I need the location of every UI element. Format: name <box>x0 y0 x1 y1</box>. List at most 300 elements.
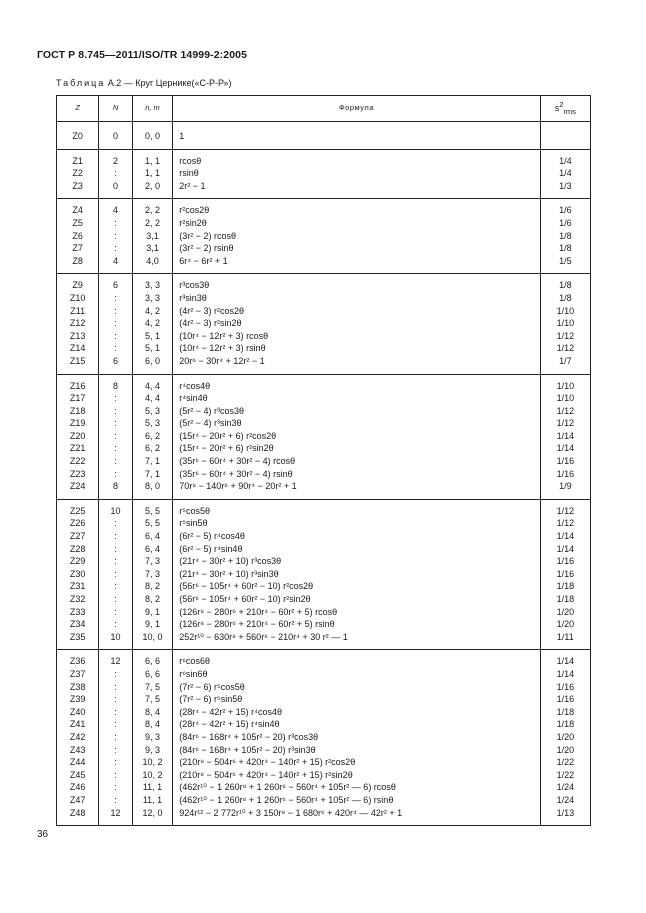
srms-value: 1/12 <box>556 418 575 429</box>
formula-value: (3r² − 2) rcosθ <box>179 230 236 241</box>
srms-value: 1/20 <box>556 744 575 755</box>
n-value: : <box>114 430 117 441</box>
srms-value: 1/16 <box>556 568 575 579</box>
z-value: Z48 <box>69 807 86 818</box>
formula-value: (5r² − 4) r³cos3θ <box>179 405 245 416</box>
srms-cell <box>540 274 590 374</box>
srms-value: 1/12 <box>556 405 575 416</box>
n-cell <box>99 274 132 374</box>
n-value: 4 <box>113 205 119 216</box>
formula-value: r²sin2θ <box>179 217 207 228</box>
formula-value: (10r⁴ − 12r² + 3) rcosθ <box>179 330 269 341</box>
n-cell <box>99 149 132 199</box>
srms-value: 1/6 <box>559 217 572 228</box>
n-value: : <box>114 543 117 554</box>
srms-value: 1/11 <box>556 631 574 642</box>
formula-cell <box>173 199 540 274</box>
formula-value: r³sin3θ <box>179 292 207 303</box>
z-cell <box>57 499 99 650</box>
srms-cell <box>540 199 590 274</box>
n-cell <box>99 125 132 149</box>
n-cell <box>99 199 132 274</box>
z-value: Z34 <box>69 619 86 630</box>
n-value: : <box>114 782 117 793</box>
nm-value: 9, 1 <box>144 606 160 617</box>
srms-value: 1/20 <box>556 619 575 630</box>
srms-value: 1/10 <box>556 393 575 404</box>
srms-value: 1/14 <box>556 543 575 554</box>
table-row <box>57 125 591 149</box>
n-value: : <box>114 456 117 467</box>
z-value: Z9 <box>72 280 83 291</box>
n-value: : <box>114 468 117 479</box>
srms-value: 1/12 <box>556 343 575 354</box>
n-value: : <box>114 694 117 705</box>
z-value: Z12 <box>69 318 86 329</box>
n-value: : <box>114 168 117 179</box>
nm-cell <box>132 650 172 826</box>
nm-value: 6, 4 <box>144 543 160 554</box>
formula-value: (210r⁸ − 504r⁶ + 420r⁴ − 140r² + 15) r²cos2θ <box>179 757 356 768</box>
z-value: Z36 <box>69 656 86 667</box>
formula-cell <box>173 149 540 199</box>
table-row <box>57 199 591 274</box>
srms-cell <box>540 149 590 199</box>
n-value: 8 <box>113 481 119 492</box>
header-n: N <box>99 96 132 122</box>
caption-label: Таблица <box>56 78 106 88</box>
srms-value: 1/16 <box>556 694 575 705</box>
nm-value: 9, 1 <box>144 619 160 630</box>
n-cell <box>99 499 132 650</box>
z-value: Z17 <box>69 393 86 404</box>
z-value: Z0 <box>72 131 83 141</box>
z-value: Z44 <box>69 757 86 768</box>
nm-value: 11, 1 <box>142 794 163 805</box>
nm-value: 8, 2 <box>144 581 160 592</box>
n-value: : <box>114 217 117 228</box>
n-value: : <box>114 405 117 416</box>
srms-value: 1/12 <box>556 330 575 341</box>
n-value: : <box>114 681 117 692</box>
n-value: : <box>114 668 117 679</box>
nm-value: 7, 1 <box>144 468 160 479</box>
z-value: Z38 <box>69 681 86 692</box>
formula-value: (5r² − 4) r³sin3θ <box>179 418 242 429</box>
n-value: : <box>114 292 117 303</box>
nm-value: 9, 3 <box>144 731 160 742</box>
nm-value: 12, 0 <box>142 807 163 818</box>
nm-value: 10, 0 <box>142 631 163 642</box>
z-value: Z8 <box>72 255 83 266</box>
srms-value: 1/7 <box>559 355 572 366</box>
nm-value: 7, 3 <box>144 568 160 579</box>
z-value: Z19 <box>69 418 86 429</box>
formula-value: 924r¹² − 2 772r¹⁰ + 3 150r⁸ − 1 680r⁶ + 420r⁴ — 42r² + 1 <box>179 807 403 818</box>
z-value: Z10 <box>69 292 86 303</box>
formula-value: 252r¹⁰ − 630r⁸ + 560r⁶ − 210r⁴ + 30 r² — 1 <box>179 631 348 642</box>
srms-cell <box>540 374 590 499</box>
table-row <box>57 149 591 199</box>
n-value: : <box>114 619 117 630</box>
nm-value: 5, 5 <box>144 505 160 516</box>
n-value: : <box>114 606 117 617</box>
z-value: Z27 <box>69 531 86 542</box>
formula-value: r²cos2θ <box>179 205 210 216</box>
z-value: Z7 <box>72 243 83 254</box>
n-value: : <box>114 706 117 717</box>
nm-cell <box>132 374 172 499</box>
n-value: 10 <box>110 505 121 516</box>
z-value: Z21 <box>69 443 86 454</box>
nm-cell <box>132 199 172 274</box>
nm-value: 7, 5 <box>144 694 160 705</box>
table-group <box>57 274 591 374</box>
z-value: Z26 <box>69 518 86 529</box>
table-group <box>57 199 591 274</box>
n-value: 6 <box>113 280 119 291</box>
n-value: : <box>114 757 117 768</box>
z-value: Z43 <box>69 744 86 755</box>
srms-value: 1/16 <box>556 556 575 567</box>
nm-value: 4,0 <box>146 255 159 266</box>
srms-value: 1/14 <box>556 656 575 667</box>
formula-value: (56r⁶ − 105r⁴ + 60r² − 10) r²sin2θ <box>179 594 311 604</box>
formula-value: 6r⁴ − 6r² + 1 <box>179 255 228 266</box>
formula-value: 1 <box>179 131 185 141</box>
srms-value: 1/18 <box>556 581 575 592</box>
n-value: : <box>114 556 117 567</box>
formula-value: (56r⁶ − 105r⁴ + 60r² − 10) r²cos2θ <box>179 581 314 592</box>
srms-value: 1/20 <box>556 606 575 617</box>
z-value: Z35 <box>69 631 86 642</box>
nm-value: 1, 1 <box>144 168 160 179</box>
formula-value: 20r⁶ − 30r⁴ + 12r² − 1 <box>179 355 265 366</box>
n-value: 10 <box>110 631 121 642</box>
srms-value: 1/22 <box>556 769 575 780</box>
formula-value: (84r⁶ − 168r⁴ + 105r² − 20) r³sin3θ <box>179 744 316 755</box>
z-value: Z4 <box>72 205 83 216</box>
srms-value: 1/22 <box>556 757 575 768</box>
n-value: : <box>114 343 117 354</box>
srms-value <box>541 130 590 143</box>
table-group <box>57 125 591 149</box>
srms-value: 1/16 <box>556 468 575 479</box>
z-value: Z33 <box>69 606 86 617</box>
formula-value: (462r¹⁰ − 1 260r⁸ + 1 260r⁶ − 560r⁴ + 105r² — 6) rsinθ <box>179 794 394 805</box>
formula-value: r⁵sin5θ <box>179 518 208 529</box>
formula-value: (15r⁴ − 20r² + 6) r²sin2θ <box>179 443 274 454</box>
n-cell <box>99 650 132 826</box>
z-cell <box>57 274 99 374</box>
srms-value: 1/4 <box>559 155 572 166</box>
z-value: Z11 <box>70 305 86 316</box>
nm-value: 7, 5 <box>144 681 160 692</box>
nm-value: 4, 2 <box>144 318 160 329</box>
z-cell <box>57 650 99 826</box>
n-value: 8 <box>113 380 119 391</box>
nm-value: 6, 0 <box>144 355 160 366</box>
table-row <box>57 650 591 826</box>
nm-value: 5, 3 <box>144 405 160 416</box>
n-value: 4 <box>113 255 119 266</box>
nm-value: 10, 2 <box>142 769 163 780</box>
nm-value: 8, 4 <box>144 719 160 730</box>
formula-value: (4r² − 3) r²sin2θ <box>179 318 242 329</box>
nm-value: 3, 3 <box>144 280 160 291</box>
nm-value: 0, 0 <box>144 131 160 141</box>
srms-value: 1/18 <box>556 594 575 604</box>
srms-value: 1/8 <box>559 292 572 303</box>
srms-value: 1/16 <box>556 456 575 467</box>
n-value: : <box>114 581 117 592</box>
formula-value: (7r² − 6) r⁵sin5θ <box>179 694 243 705</box>
srms-value: 1/18 <box>556 706 575 717</box>
n-value: : <box>114 243 117 254</box>
table-header-row <box>57 96 591 122</box>
n-value: : <box>114 531 117 542</box>
z-value: Z18 <box>69 405 86 416</box>
n-value: : <box>114 318 117 329</box>
formula-cell <box>173 499 540 650</box>
srms-value: 1/10 <box>556 318 575 329</box>
z-value: Z1 <box>72 155 83 166</box>
srms-value: 1/4 <box>559 168 572 179</box>
z-value: Z37 <box>69 668 86 679</box>
nm-value: 10, 2 <box>142 757 163 768</box>
nm-value: 8, 0 <box>144 481 160 492</box>
n-value: : <box>114 594 117 604</box>
formula-value: 2r² − 1 <box>179 180 206 191</box>
z-value: Z3 <box>72 180 83 191</box>
nm-value: 4, 4 <box>144 393 160 404</box>
formula-value: (15r⁴ − 20r² + 6) r²cos2θ <box>179 430 277 441</box>
nm-value: 8, 4 <box>144 706 160 717</box>
header-srms: $s^2_{rms}$ <box>540 96 590 122</box>
table-group <box>57 650 591 826</box>
n-value: : <box>114 418 117 429</box>
formula-value: (21r⁴ − 30r² + 10) r³cos3θ <box>179 556 282 567</box>
nm-value: 3,1 <box>146 243 159 254</box>
header-z: Z <box>57 96 99 122</box>
nm-value: 7, 1 <box>144 456 160 467</box>
formula-value: r⁴sin4θ <box>179 393 208 404</box>
z-cell <box>57 374 99 499</box>
z-value: Z30 <box>69 568 86 579</box>
z-value: Z13 <box>69 330 86 341</box>
formula-cell <box>173 650 540 826</box>
z-value: Z47 <box>69 794 86 805</box>
n-value: 12 <box>110 807 121 818</box>
document-header: ГОСТ Р 8.745—2011/ISO/TR 14999-2:2005 <box>37 49 248 61</box>
formula-value: (35r⁶ − 60r⁴ + 30r² − 4) rsinθ <box>179 468 293 479</box>
nm-value: 3,1 <box>146 230 159 241</box>
z-value: Z25 <box>69 505 86 516</box>
formula-value: rsinθ <box>179 168 199 179</box>
nm-value: 8, 2 <box>144 594 160 604</box>
zernike-table <box>56 95 591 826</box>
srms-cell <box>540 650 590 826</box>
table-caption <box>56 78 231 88</box>
srms-value: 1/10 <box>556 380 575 391</box>
nm-value: 6, 6 <box>144 656 160 667</box>
table-group <box>57 374 591 499</box>
header-formula: Формула <box>173 96 540 122</box>
nm-value: 6, 6 <box>144 668 160 679</box>
srms-value: 1/12 <box>556 505 575 516</box>
z-value: Z14 <box>69 343 86 354</box>
z-value: Z6 <box>72 230 83 241</box>
n-value: 12 <box>110 656 121 667</box>
table-group <box>57 499 591 650</box>
srms-value: 1/14 <box>556 531 575 542</box>
z-value: Z16 <box>69 380 86 391</box>
n-value: 0 <box>113 180 119 191</box>
z-value: Z42 <box>69 731 86 742</box>
nm-value: 4, 2 <box>144 305 160 316</box>
formula-cell <box>173 374 540 499</box>
nm-cell <box>132 125 172 149</box>
z-cell <box>57 125 99 149</box>
formula-value: (210r⁸ − 504r⁶ + 420r⁴ − 140r² + 15) r²sin2θ <box>179 769 353 780</box>
nm-value: 2, 2 <box>144 217 160 228</box>
nm-value: 1, 1 <box>144 155 160 166</box>
nm-value: 6, 4 <box>144 531 160 542</box>
n-value: : <box>114 719 117 730</box>
nm-cell <box>132 149 172 199</box>
n-value: : <box>114 230 117 241</box>
formula-value: r³cos3θ <box>179 280 210 291</box>
n-value: : <box>114 518 117 529</box>
header-nm: n, m <box>132 96 172 122</box>
table-row <box>57 374 591 499</box>
formula-value: (6r² − 5) r⁴cos4θ <box>179 531 245 542</box>
caption-title: Круг Цернике(«С-Р-Р») <box>135 78 232 88</box>
srms-value: 1/8 <box>559 280 572 291</box>
formula-value: rcosθ <box>179 155 202 166</box>
z-value: Z28 <box>69 543 86 554</box>
z-value: Z22 <box>69 456 86 467</box>
nm-value: 2, 2 <box>144 205 160 216</box>
n-value: 0 <box>113 131 119 141</box>
n-value: : <box>114 393 117 404</box>
table-row <box>57 274 591 374</box>
nm-value: 6, 2 <box>144 430 160 441</box>
z-value: Z45 <box>69 769 86 780</box>
n-value: : <box>114 568 117 579</box>
n-value: : <box>114 330 117 341</box>
srms-value: 1/5 <box>559 255 572 266</box>
nm-value: 3, 3 <box>144 292 160 303</box>
formula-value: (3r² − 2) rsinθ <box>179 243 234 254</box>
z-value: Z24 <box>69 481 86 492</box>
z-value: Z2 <box>72 168 83 179</box>
nm-value: 4, 4 <box>144 380 160 391</box>
nm-value: 5, 1 <box>144 343 160 354</box>
srms-value: 1/13 <box>556 807 575 818</box>
z-cell <box>57 199 99 274</box>
nm-cell <box>132 499 172 650</box>
z-value: Z46 <box>69 782 86 793</box>
caption-number: А.2 — <box>105 78 136 88</box>
srms-value: 1/6 <box>559 205 572 216</box>
formula-value: r⁴cos4θ <box>179 380 211 391</box>
nm-value: 2, 0 <box>144 180 160 191</box>
srms-value: 1/14 <box>556 443 575 454</box>
formula-value: (28r⁴ − 42r² + 15) r⁴sin4θ <box>179 719 280 730</box>
z-value: Z39 <box>69 694 86 705</box>
n-value: : <box>114 731 117 742</box>
formula-value: (6r² − 5) r⁴sin4θ <box>179 543 243 554</box>
srms-value: 1/8 <box>559 230 572 241</box>
srms-value: 1/20 <box>556 731 575 742</box>
srms-value: 1/24 <box>556 794 575 805</box>
srms-value: 1/16 <box>556 681 575 692</box>
srms-value: 1/14 <box>556 430 575 441</box>
formula-value: (126r⁸ − 280r⁶ + 210r⁴ − 60r² + 5) rsinθ <box>179 619 335 630</box>
n-value: : <box>114 769 117 780</box>
srms-value: 1/8 <box>559 243 572 254</box>
formula-value: (28r⁴ − 42r² + 15) r⁴cos4θ <box>179 706 283 717</box>
z-value: Z23 <box>69 468 86 479</box>
n-value: 6 <box>113 355 119 366</box>
formula-value: 70r⁸ − 140r⁶ + 90r⁴ − 20r² + 1 <box>179 481 297 492</box>
table-row <box>57 499 591 650</box>
srms-cell <box>540 125 590 149</box>
srms-value: 1/24 <box>556 782 575 793</box>
n-value: : <box>114 794 117 805</box>
srms-value: 1/12 <box>556 518 575 529</box>
z-value: Z40 <box>69 706 86 717</box>
formula-value: (10r⁴ − 12r² + 3) rsinθ <box>179 343 266 354</box>
srms-value: 1/9 <box>559 481 572 492</box>
srms-value: 1/14 <box>556 668 575 679</box>
n-value: : <box>114 305 117 316</box>
z-value: Z15 <box>69 355 86 366</box>
nm-value: 9, 3 <box>144 744 160 755</box>
n-value: 2 <box>113 155 119 166</box>
z-value: Z29 <box>69 556 86 567</box>
formula-cell <box>173 274 540 374</box>
z-value: Z5 <box>72 217 83 228</box>
formula-value: (84r⁶ − 168r⁴ + 105r² − 20) r³cos3θ <box>179 731 319 742</box>
page-number: 36 <box>37 829 49 840</box>
n-value: : <box>114 744 117 755</box>
srms-value: 1/3 <box>559 180 572 191</box>
nm-value: 5, 3 <box>144 418 160 429</box>
nm-value: 7, 3 <box>144 556 160 567</box>
n-cell <box>99 374 132 499</box>
srms-value: 1/10 <box>556 305 575 316</box>
srms-value: 1/18 <box>556 719 575 730</box>
z-value: Z41 <box>69 719 86 730</box>
formula-value: r⁶sin6θ <box>179 668 208 679</box>
formula-value: (7r² − 6) r⁵cos5θ <box>179 681 245 692</box>
nm-value: 5, 1 <box>144 330 160 341</box>
formula-value: (4r² − 3) r²cos2θ <box>179 305 245 316</box>
z-value: Z20 <box>69 430 86 441</box>
nm-cell <box>132 274 172 374</box>
formula-value: r⁶cos6θ <box>179 656 210 667</box>
formula-value: (126r⁸ − 280r⁶ + 210r⁴ − 60r² + 5) rcosθ <box>179 606 338 617</box>
table-group <box>57 149 591 199</box>
formula-value: (462r¹⁰ − 1 260r⁸ + 1 260r⁶ − 560r⁴ + 105r² — 6) rcosθ <box>179 782 396 793</box>
z-value: Z31 <box>69 581 86 592</box>
formula-value: (35r⁶ − 60r⁴ + 30r² − 4) rcosθ <box>179 456 296 467</box>
z-cell <box>57 149 99 199</box>
srms-cell <box>540 499 590 650</box>
nm-value: 11, 1 <box>142 782 163 793</box>
